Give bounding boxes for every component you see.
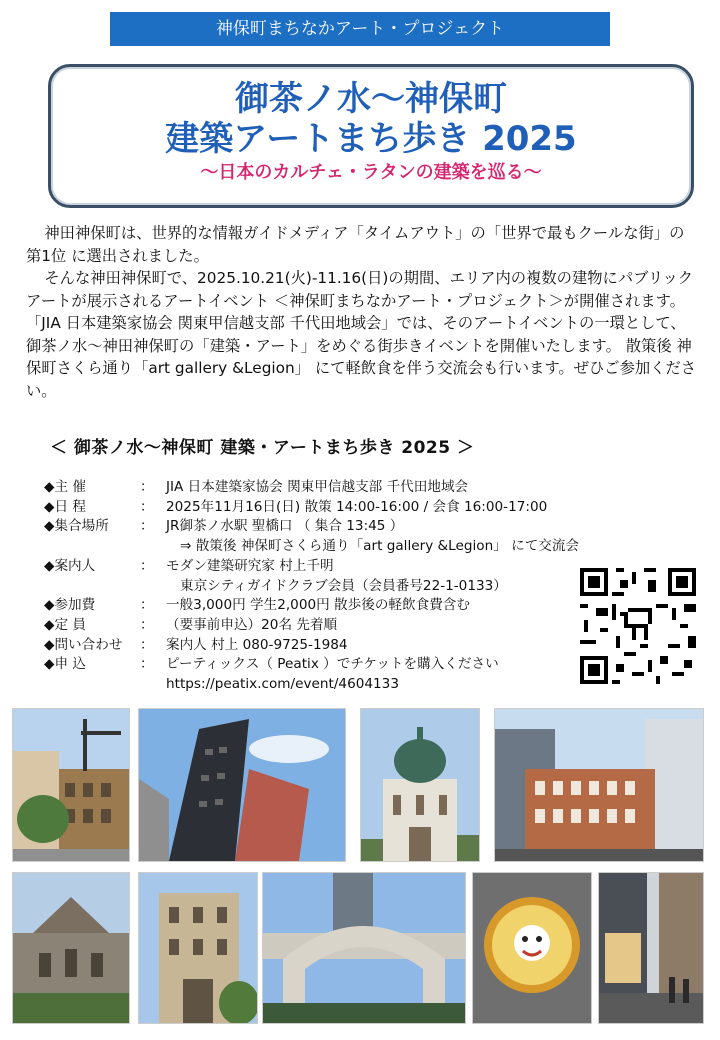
photo-art-deco xyxy=(138,872,258,1024)
title-box xyxy=(48,64,694,208)
qr-code[interactable] xyxy=(576,564,700,688)
event-subheading: ＜ 御茶ノ水～神保町 建築・アートまち歩き 2025 ＞ xyxy=(50,438,475,458)
peatix-link: https://peatix.com/event/4604133 xyxy=(166,676,399,693)
photo-building-1 xyxy=(12,708,130,862)
detail-date xyxy=(44,498,604,518)
detail-host xyxy=(44,478,604,498)
intro-text xyxy=(26,222,698,402)
detail-label: ◆日 程 xyxy=(44,498,86,515)
title-line-1: 御茶ノ水～神保町 xyxy=(235,79,507,119)
detail-colon: ： xyxy=(140,616,154,633)
detail-value: ピーティックス（ Peatix ）でチケットを購入ください xyxy=(166,656,499,673)
detail-label: ◆申 込 xyxy=(44,656,86,673)
intro-paragraph-2: そんな神田神保町で、2025.10.21(火)-11.16(日)の期間、エリア内の複数の建物にパブリックアートが展示されるアートイベント ＜神保町まちなかアート・プロジェクト＞が開催されます。「JIA 日本建築家協会 関東甲信越支部 千代田地域会」では、そのアートイベントの一環として、御茶ノ水～神田神保町の「建築・アート」をめぐる街歩きイベントを開催いたします。 散策後 神保町さくら通り「art gallery &Legion」 にて軽飲食を伴う交流会も行います。ぜひご参加ください。 xyxy=(26,269,697,400)
photo-manhole-cover xyxy=(472,872,592,1024)
detail-colon: ： xyxy=(140,518,154,535)
detail-value: JR御茶ノ水駅 聖橋口 （ 集合 13:45 ） xyxy=(166,518,404,535)
detail-guide-2 xyxy=(44,577,604,597)
detail-colon: ： xyxy=(140,479,154,495)
detail-inquiry xyxy=(44,636,604,656)
title-line-2: 建築アートまち歩き 2025 xyxy=(165,119,577,159)
detail-value: （要事前申込）20名 先着順 xyxy=(166,616,338,633)
detail-apply xyxy=(44,655,604,675)
detail-value: ⇒ 散策後 神保町さくら通り「art gallery &Legion」 にて交流会 xyxy=(180,538,580,555)
detail-colon: ： xyxy=(140,597,154,614)
detail-value: モダン建築研究家 村上千明 xyxy=(166,557,334,574)
detail-colon: ： xyxy=(140,498,154,515)
detail-value: JIA 日本建築家協会 関東甲信越支部 千代田地域会 xyxy=(166,479,469,495)
detail-label: ◆案内人 xyxy=(44,557,96,574)
detail-colon: ： xyxy=(140,636,154,653)
detail-value: 東京シティガイドクラブ会員（会員番号22-1-0133） xyxy=(180,577,507,594)
detail-colon: ： xyxy=(140,557,154,574)
photo-street xyxy=(598,872,704,1024)
detail-label: ◆問い合わせ xyxy=(44,636,123,653)
title-subtitle: ～日本のカルチェ・ラタンの建築を巡る～ xyxy=(200,162,542,183)
detail-value: 2025年11月16日(日) 散策 14:00-16:00 / 会食 16:00-17:00 xyxy=(166,498,548,515)
intro-paragraph-1: 神田神保町は、世界的な情報ガイドメディア「タイムアウト」の「世界で最もクールな街」の第1位 に選出されました。 xyxy=(26,224,685,265)
detail-url[interactable] xyxy=(44,675,604,695)
detail-fee xyxy=(44,596,604,616)
detail-label: ◆定 員 xyxy=(44,616,86,633)
detail-meeting xyxy=(44,517,604,537)
detail-label: ◆主 催 xyxy=(44,479,86,495)
photo-building-4 xyxy=(494,708,704,862)
detail-capacity xyxy=(44,616,604,636)
photo-building-2 xyxy=(138,708,346,862)
detail-value: 案内人 村上 080-9725-1984 xyxy=(166,636,348,653)
project-banner: 神保町まちなかアート・プロジェクト xyxy=(110,12,610,46)
detail-meeting-2 xyxy=(44,537,604,557)
photo-church-ruin xyxy=(12,872,130,1024)
detail-guide xyxy=(44,557,604,577)
photo-cathedral xyxy=(360,708,480,862)
detail-value: 一般3,000円 学生2,000円 散歩後の軽飲食費含む xyxy=(166,597,470,614)
detail-label: ◆参加費 xyxy=(44,597,96,614)
detail-colon: ： xyxy=(140,656,154,673)
photo-bridge xyxy=(262,872,466,1024)
detail-label: ◆集合場所 xyxy=(44,518,109,535)
event-details xyxy=(44,478,604,695)
